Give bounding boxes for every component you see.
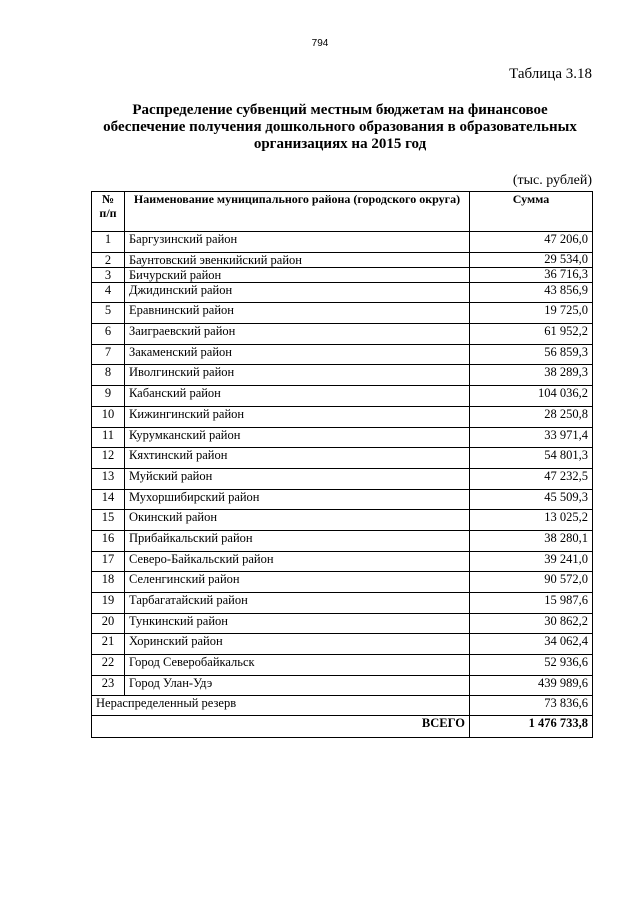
row-sum: 13 025,2 <box>470 510 593 531</box>
row-name: Кабанский район <box>125 386 470 407</box>
row-name: Еравнинский район <box>125 303 470 324</box>
row-sum: 28 250,8 <box>470 406 593 427</box>
row-sum: 439 989,6 <box>470 675 593 696</box>
row-number: 11 <box>92 427 125 448</box>
table-row <box>92 252 593 267</box>
row-sum: 38 289,3 <box>470 365 593 386</box>
table-row <box>92 489 593 510</box>
row-name: Кижингинский район <box>125 406 470 427</box>
row-name: Северо-Байкальский район <box>125 551 470 572</box>
table-row <box>92 232 593 253</box>
total-label: ВСЕГО <box>92 716 470 738</box>
table-caption: Таблица 3.18 <box>509 66 592 82</box>
row-sum: 61 952,2 <box>470 324 593 345</box>
row-sum: 29 534,0 <box>470 252 593 267</box>
row-number: 8 <box>92 365 125 386</box>
row-number: 20 <box>92 613 125 634</box>
row-name: Курумканский район <box>125 427 470 448</box>
column-header-name: Наименование муниципального района (городского округа) <box>125 192 470 232</box>
row-name: Селенгинский район <box>125 572 470 593</box>
row-name: Мухоршибирский район <box>125 489 470 510</box>
row-number: 13 <box>92 468 125 489</box>
table-row <box>92 282 593 303</box>
row-number: 3 <box>92 267 125 282</box>
row-name: Город Северобайкальск <box>125 655 470 676</box>
row-sum: 43 856,9 <box>470 282 593 303</box>
title-line: организациях на 2015 год <box>253 136 427 152</box>
column-header-sum: Сумма <box>470 192 593 232</box>
row-number: 2 <box>92 252 125 267</box>
row-sum: 33 971,4 <box>470 427 593 448</box>
row-sum: 90 572,0 <box>470 572 593 593</box>
row-name: Тарбагатайский район <box>125 593 470 614</box>
row-number: 7 <box>92 344 125 365</box>
row-sum: 34 062,4 <box>470 634 593 655</box>
row-name: Иволгинский район <box>125 365 470 386</box>
title-line: Распределение субвенций местным бюджетам на финансовое <box>132 102 548 118</box>
row-name: Баунтовский эвенкийский район <box>125 252 470 267</box>
row-number: 9 <box>92 386 125 407</box>
row-name: Бичурский район <box>125 267 470 282</box>
table-row <box>92 551 593 572</box>
table-row <box>92 267 593 282</box>
row-number: 22 <box>92 655 125 676</box>
row-name: Заиграевский район <box>125 324 470 345</box>
table-row <box>92 655 593 676</box>
total-sum: 1 476 733,8 <box>470 716 593 738</box>
row-number: 6 <box>92 324 125 345</box>
row-name: Закаменский район <box>125 344 470 365</box>
row-name: Окинский район <box>125 510 470 531</box>
row-number: 17 <box>92 551 125 572</box>
row-sum: 47 232,5 <box>470 468 593 489</box>
distribution-table <box>91 191 593 738</box>
reserve-label: Нераспределенный резерв <box>92 696 470 716</box>
row-number: 19 <box>92 593 125 614</box>
table-row <box>92 427 593 448</box>
table-row <box>92 530 593 551</box>
row-name: Баргузинский район <box>125 232 470 253</box>
row-number: 5 <box>92 303 125 324</box>
table-row <box>92 386 593 407</box>
row-number: 4 <box>92 282 125 303</box>
table-body <box>92 232 593 696</box>
row-sum: 45 509,3 <box>470 489 593 510</box>
document-title <box>90 102 590 153</box>
table-row <box>92 613 593 634</box>
row-number: 15 <box>92 510 125 531</box>
row-sum: 54 801,3 <box>470 448 593 469</box>
table-row <box>92 448 593 469</box>
table-row <box>92 572 593 593</box>
row-number: 21 <box>92 634 125 655</box>
row-sum: 19 725,0 <box>470 303 593 324</box>
row-name: Тункинский район <box>125 613 470 634</box>
table-row <box>92 510 593 531</box>
table-row <box>92 324 593 345</box>
reserve-sum: 73 836,6 <box>470 696 593 716</box>
row-sum: 56 859,3 <box>470 344 593 365</box>
table-row <box>92 634 593 655</box>
row-sum: 30 862,2 <box>470 613 593 634</box>
row-number: 14 <box>92 489 125 510</box>
row-sum: 52 936,6 <box>470 655 593 676</box>
table-row <box>92 303 593 324</box>
table-row <box>92 344 593 365</box>
row-name: Кяхтинский район <box>125 448 470 469</box>
table-row <box>92 675 593 696</box>
row-sum: 104 036,2 <box>470 386 593 407</box>
row-sum: 15 987,6 <box>470 593 593 614</box>
row-number: 1 <box>92 232 125 253</box>
row-name: Муйский район <box>125 468 470 489</box>
row-number: 18 <box>92 572 125 593</box>
table-row <box>92 468 593 489</box>
title-line: обеспечение получения дошкольного образования в образовательных <box>103 119 577 135</box>
row-number: 16 <box>92 530 125 551</box>
total-row <box>92 716 593 738</box>
reserve-row <box>92 696 593 716</box>
row-sum: 36 716,3 <box>470 267 593 282</box>
page-number: 794 <box>311 38 329 49</box>
row-number: 23 <box>92 675 125 696</box>
units-note: (тыс. рублей) <box>512 173 592 188</box>
row-name: Джидинский район <box>125 282 470 303</box>
row-number: 10 <box>92 406 125 427</box>
row-sum: 38 280,1 <box>470 530 593 551</box>
table-row <box>92 406 593 427</box>
row-name: Город Улан-Удэ <box>125 675 470 696</box>
row-name: Хоринский район <box>125 634 470 655</box>
table-row <box>92 593 593 614</box>
table-header-row <box>92 192 593 232</box>
row-number: 12 <box>92 448 125 469</box>
table-row <box>92 365 593 386</box>
row-name: Прибайкальский район <box>125 530 470 551</box>
row-sum: 39 241,0 <box>470 551 593 572</box>
row-sum: 47 206,0 <box>470 232 593 253</box>
column-header-number: № п/п <box>92 192 125 232</box>
